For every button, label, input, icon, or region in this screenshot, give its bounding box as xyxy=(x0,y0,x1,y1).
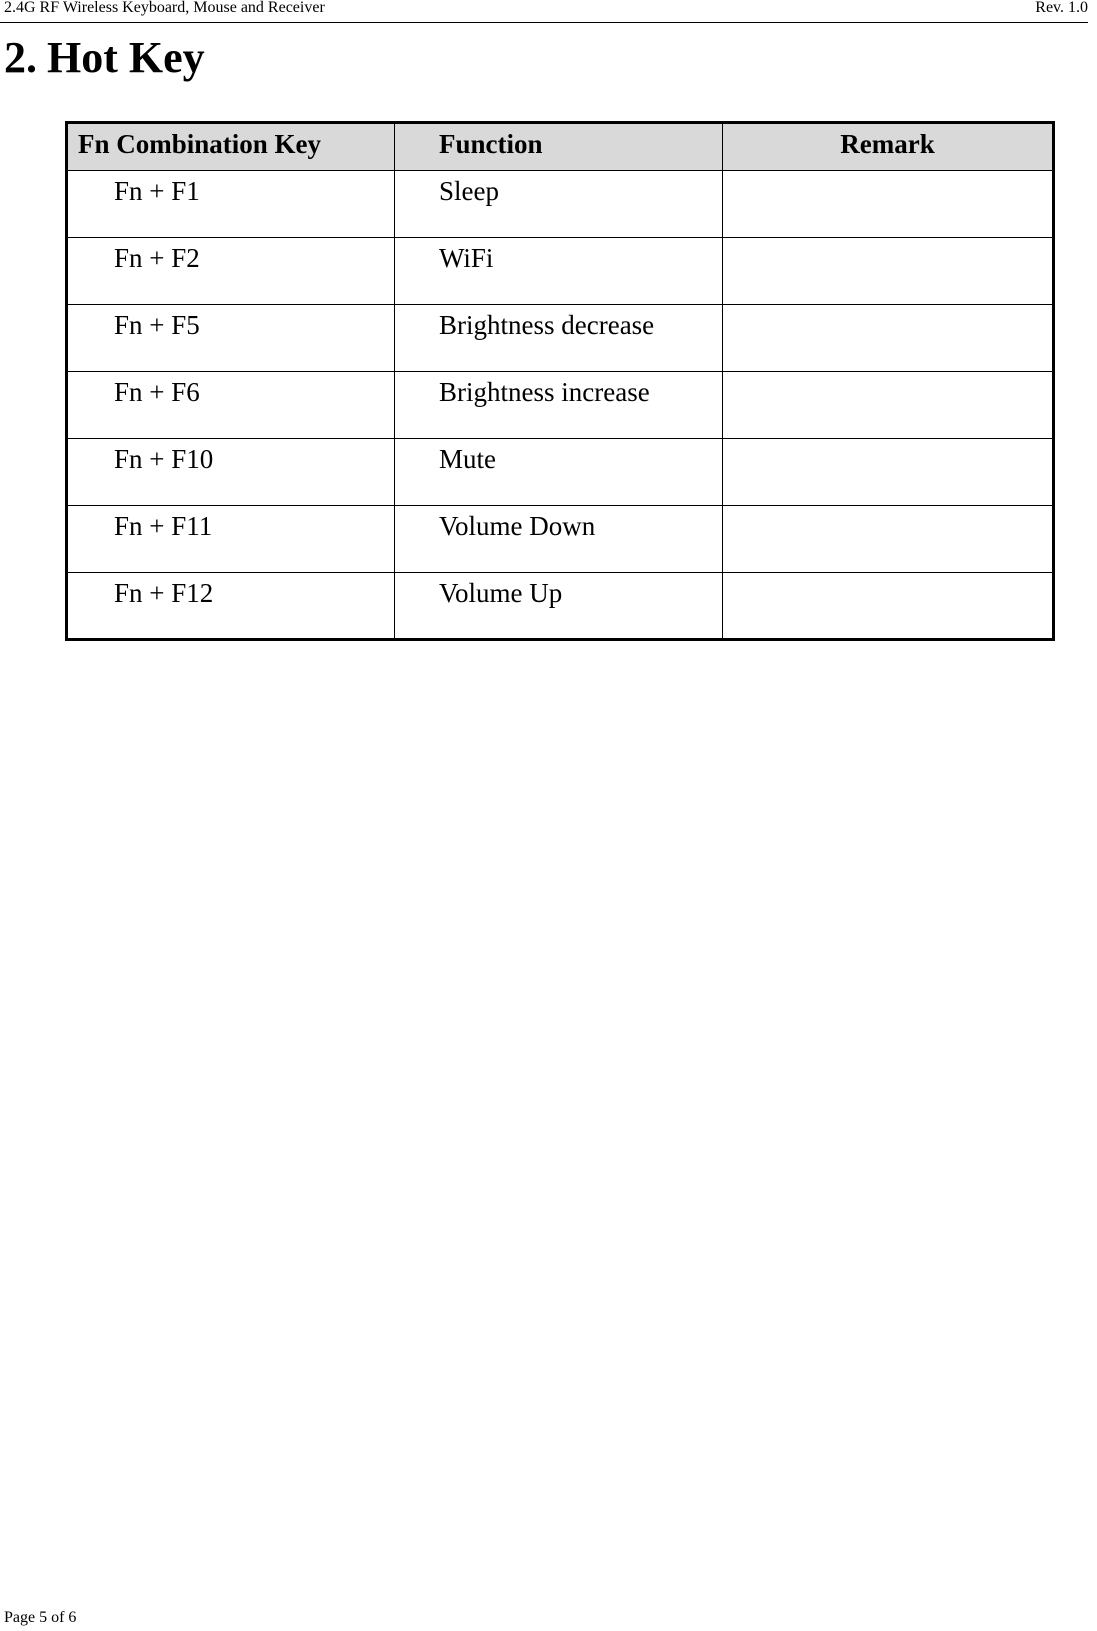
remark-cell xyxy=(723,573,1054,640)
function-cell: Mute xyxy=(395,439,723,506)
section-title: Hot Key xyxy=(47,33,205,82)
table-header-row xyxy=(67,123,1054,171)
document-title: 2.4G RF Wireless Keyboard, Mouse and Receiver xyxy=(4,0,325,16)
table-row xyxy=(67,372,1054,439)
revision-label: Rev. 1.0 xyxy=(1035,0,1088,16)
function-cell: Brightness decrease xyxy=(395,305,723,372)
section-number: 2. xyxy=(4,33,37,82)
column-header-key: Fn Combination Key xyxy=(67,123,395,171)
remark-cell xyxy=(723,372,1054,439)
remark-cell xyxy=(723,171,1054,238)
table-row xyxy=(67,573,1054,640)
page-footer: Page 5 of 6 xyxy=(4,1609,77,1626)
hotkey-cell: Fn + F1 xyxy=(67,171,395,238)
hotkey-cell: Fn + F11 xyxy=(67,506,395,573)
remark-cell xyxy=(723,506,1054,573)
hotkey-cell: Fn + F12 xyxy=(67,573,395,640)
table-row xyxy=(67,171,1054,238)
table-row xyxy=(67,439,1054,506)
hotkey-cell: Fn + F2 xyxy=(67,238,395,305)
remark-cell xyxy=(723,305,1054,372)
function-cell: WiFi xyxy=(395,238,723,305)
hotkey-cell: Fn + F6 xyxy=(67,372,395,439)
table-row xyxy=(67,238,1054,305)
remark-cell xyxy=(723,238,1054,305)
function-cell: Volume Up xyxy=(395,573,723,640)
table-row xyxy=(67,506,1054,573)
page-header xyxy=(0,0,1088,23)
function-cell: Brightness increase xyxy=(395,372,723,439)
section-heading xyxy=(4,30,205,86)
function-cell: Volume Down xyxy=(395,506,723,573)
function-cell: Sleep xyxy=(395,171,723,238)
table-row xyxy=(67,305,1054,372)
remark-cell xyxy=(723,439,1054,506)
column-header-remark: Remark xyxy=(723,123,1054,171)
hotkey-table xyxy=(65,121,1055,641)
hotkey-cell: Fn + F10 xyxy=(67,439,395,506)
hotkey-cell: Fn + F5 xyxy=(67,305,395,372)
column-header-function: Function xyxy=(395,123,723,171)
